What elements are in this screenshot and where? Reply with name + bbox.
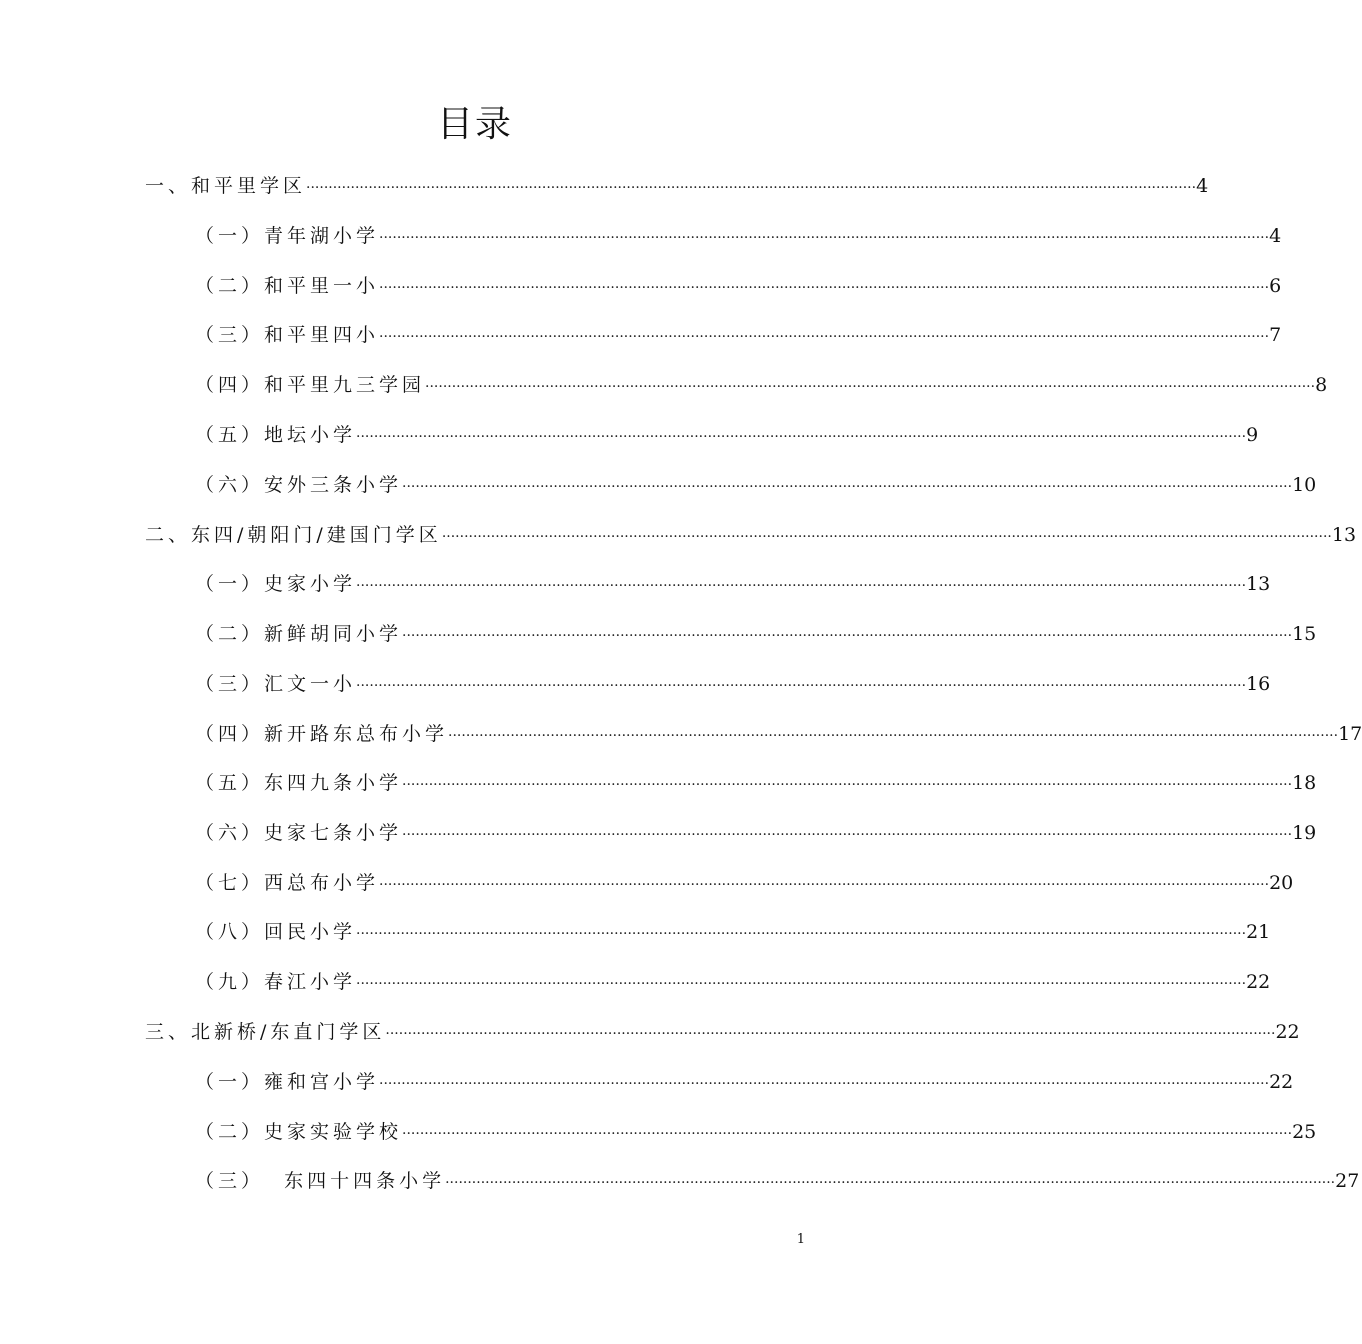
toc-entry-label: （五）东四九条小学 xyxy=(195,772,403,794)
toc-entry[interactable] xyxy=(195,321,1282,349)
toc-entry[interactable] xyxy=(195,720,1362,748)
toc-entry-section-1[interactable] xyxy=(145,172,1209,200)
toc-entry-page: 18 xyxy=(1292,772,1317,794)
toc-entry-section-3[interactable] xyxy=(145,1018,1300,1046)
toc-entry-label: （三）汇文一小 xyxy=(195,673,357,695)
toc-leader-dots: ········································································································································································································ xyxy=(385,1026,1276,1042)
toc-entry[interactable] xyxy=(195,272,1282,300)
toc-entry-page: 22 xyxy=(1246,971,1271,993)
toc-leader-dots: ········································································································································································································ xyxy=(402,628,1293,644)
toc-entry-label: （六）安外三条小学 xyxy=(195,474,403,496)
toc-entry[interactable] xyxy=(195,918,1271,946)
toc-entry-label: （二）新鲜胡同小学 xyxy=(195,623,403,645)
toc-entry-page: 8 xyxy=(1315,374,1328,396)
toc-leader-dots: ········································································································································································································ xyxy=(379,329,1270,345)
toc-entry[interactable] xyxy=(195,1118,1317,1146)
toc-leader-dots: ········································································································································································································ xyxy=(425,379,1316,395)
toc-entry[interactable] xyxy=(195,819,1317,847)
toc-entry-label: （五）地坛小学 xyxy=(195,424,357,446)
toc-entry-page: 22 xyxy=(1275,1021,1300,1043)
toc-entry-label: 一、和平里学区 xyxy=(145,175,307,197)
toc-leader-dots: ········································································································································································································ xyxy=(379,230,1270,246)
toc-entry-label: （八）回民小学 xyxy=(195,921,357,943)
toc-entry[interactable] xyxy=(195,222,1282,250)
toc-entry[interactable] xyxy=(195,1167,1360,1195)
toc-leader-dots: ········································································································································································································ xyxy=(356,678,1247,694)
toc-leader-dots: ········································································································································································································ xyxy=(379,280,1270,296)
toc-entry-page: 9 xyxy=(1246,424,1259,446)
toc-leader-dots: ········································································································································································································ xyxy=(379,877,1270,893)
toc-entry-label: （四）新开路东总布小学 xyxy=(195,723,449,745)
toc-entry-label: （七）西总布小学 xyxy=(195,872,380,894)
page-number: 1 xyxy=(796,1232,805,1247)
toc-entry-page: 20 xyxy=(1269,872,1294,894)
toc-entry-label: （一）史家小学 xyxy=(195,573,357,595)
toc-entry-label: （二）史家实验学校 xyxy=(195,1121,403,1143)
toc-entry-page: 10 xyxy=(1292,474,1317,496)
toc-entry-label: 二、东四/朝阳门/建国门学区 xyxy=(145,524,442,546)
toc-leader-dots: ········································································································································································································ xyxy=(379,1076,1270,1092)
toc-entry-section-2[interactable] xyxy=(145,521,1357,549)
toc-entry[interactable] xyxy=(195,769,1317,797)
toc-entry[interactable] xyxy=(195,869,1294,897)
toc-entry-page: 17 xyxy=(1338,723,1362,745)
toc-entry-label: （三） 东四十四条小学 xyxy=(195,1170,446,1192)
toc-leader-dots: ········································································································································································································ xyxy=(356,926,1247,942)
toc-entry-label: （六）史家七条小学 xyxy=(195,822,403,844)
toc-entry[interactable] xyxy=(195,570,1271,598)
toc-entry[interactable] xyxy=(195,670,1271,698)
toc-entry-label: （四）和平里九三学园 xyxy=(195,374,426,396)
toc-leader-dots: ········································································································································································································ xyxy=(448,728,1339,744)
toc-entry-page: 13 xyxy=(1246,573,1271,595)
toc-entry[interactable] xyxy=(195,421,1259,449)
toc-entry-label: （三）和平里四小 xyxy=(195,324,380,346)
toc-entry[interactable] xyxy=(195,620,1317,648)
toc-entry-page: 22 xyxy=(1269,1071,1294,1093)
toc-leader-dots: ········································································································································································································ xyxy=(306,180,1197,196)
toc-entry[interactable] xyxy=(195,371,1328,399)
toc-entry-label: （九）春江小学 xyxy=(195,971,357,993)
toc-entry-page: 19 xyxy=(1292,822,1317,844)
toc-entry-page: 13 xyxy=(1331,524,1357,546)
toc-leader-dots: ········································································································································································································ xyxy=(356,578,1247,594)
toc-leader-dots: ········································································································································································································ xyxy=(356,429,1247,445)
toc-entry-page: 4 xyxy=(1269,225,1282,247)
toc-entry-page: 16 xyxy=(1246,673,1271,695)
toc-entry-page: 21 xyxy=(1246,921,1271,943)
toc-entry-page: 7 xyxy=(1269,324,1282,346)
toc-leader-dots: ········································································································································································································ xyxy=(402,479,1293,495)
toc-entry[interactable] xyxy=(195,968,1271,996)
toc-entry-page: 6 xyxy=(1269,275,1282,297)
toc-entry-label: （二）和平里一小 xyxy=(195,275,380,297)
toc-entry-page: 4 xyxy=(1196,175,1209,197)
toc-leader-dots: ········································································································································································································ xyxy=(402,777,1293,793)
toc-entry-label: 三、北新桥/东直门学区 xyxy=(145,1021,386,1043)
toc-leader-dots: ········································································································································································································ xyxy=(445,1175,1336,1191)
toc-entry-page: 25 xyxy=(1292,1121,1317,1143)
toc-entry[interactable] xyxy=(195,1068,1294,1096)
toc-leader-dots: ········································································································································································································ xyxy=(402,827,1293,843)
toc-leader-dots: ········································································································································································································ xyxy=(356,976,1247,992)
toc-entry-page: 27 xyxy=(1335,1170,1360,1192)
toc-leader-dots: ········································································································································································································ xyxy=(441,529,1332,545)
toc-entry-label: （一）青年湖小学 xyxy=(195,225,380,247)
toc-entry-label: （一）雍和宫小学 xyxy=(195,1071,380,1093)
toc-leader-dots: ········································································································································································································ xyxy=(402,1126,1293,1142)
toc-entry-page: 15 xyxy=(1292,623,1317,645)
page-title: 目录 xyxy=(436,104,513,145)
toc-entry[interactable] xyxy=(195,471,1317,499)
